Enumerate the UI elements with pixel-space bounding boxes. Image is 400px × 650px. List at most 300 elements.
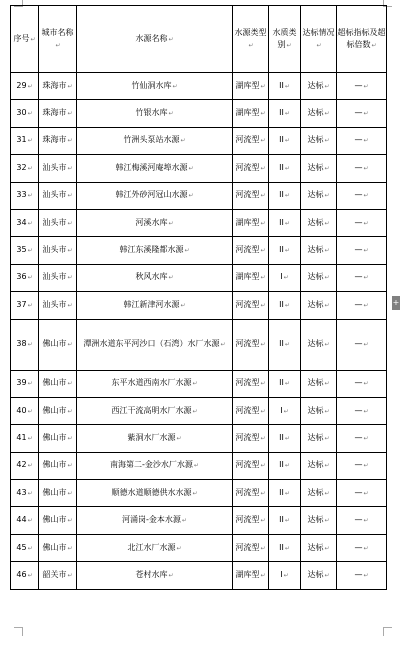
- cell-status-text: 达标: [307, 80, 324, 90]
- cell-status: [301, 562, 337, 589]
- table-row: [11, 507, 387, 534]
- cell-no-text: 33: [16, 190, 27, 200]
- cell-multiple: [337, 182, 387, 209]
- paragraph-mark: ↵: [67, 489, 73, 497]
- cell-quality-text: I: [280, 272, 283, 282]
- header-quality: 水质类别↵: [269, 6, 301, 73]
- cell-multiple-text: —: [354, 432, 363, 442]
- cell-no: [11, 397, 39, 424]
- paragraph-mark: ↵: [363, 462, 369, 470]
- paragraph-mark: ↵: [67, 137, 73, 145]
- cell-type-text: 河流型: [235, 190, 260, 200]
- cell-status-text: 达标: [307, 245, 324, 255]
- cell-type: [233, 182, 269, 209]
- cell-type-text: 河流型: [235, 299, 260, 309]
- cell-type: [233, 507, 269, 534]
- paragraph-mark: ↵: [260, 434, 266, 442]
- paragraph-mark: ↵: [363, 407, 369, 415]
- water-source-table: [10, 5, 387, 590]
- paragraph-mark: ↵: [363, 380, 369, 388]
- paragraph-mark: ↵: [260, 380, 266, 388]
- cell-source-name: [77, 425, 233, 452]
- cell-multiple-text: —: [354, 272, 363, 282]
- cell-type-text: 河流型: [235, 405, 260, 415]
- cell-source-name-text: 河溪水库: [135, 217, 168, 227]
- cell-no: [11, 155, 39, 182]
- cell-quality-text: I: [280, 405, 283, 415]
- table-row: [11, 452, 387, 479]
- cell-status-text: 达标: [307, 460, 324, 470]
- cell-city: [39, 319, 77, 370]
- cell-type: [233, 292, 269, 319]
- cell-multiple: [337, 292, 387, 319]
- paragraph-mark: ↵: [283, 274, 289, 282]
- cell-multiple-text: —: [354, 217, 363, 227]
- cell-no-text: 43: [16, 487, 27, 497]
- paragraph-mark: ↵: [67, 571, 73, 579]
- cell-multiple-text: —: [354, 378, 363, 388]
- paragraph-mark: ↵: [284, 82, 290, 90]
- paragraph-mark: ↵: [180, 137, 186, 145]
- cell-status-text: 达标: [307, 299, 324, 309]
- cell-type-text: 湖库型: [235, 80, 260, 90]
- cell-no: [11, 73, 39, 100]
- cell-quality-text: II: [279, 135, 284, 145]
- paragraph-mark: ↵: [27, 571, 33, 579]
- cell-quality-text: II: [279, 515, 284, 525]
- cell-multiple: [337, 237, 387, 264]
- paragraph-mark: ↵: [324, 434, 330, 442]
- cell-status-text: 达标: [307, 515, 324, 525]
- table-row: [11, 73, 387, 100]
- sidebar-expand-handle[interactable]: +: [392, 296, 400, 310]
- table-row: [11, 127, 387, 154]
- paragraph-mark: ↵: [260, 544, 266, 552]
- cell-multiple: [337, 562, 387, 589]
- cell-no: [11, 452, 39, 479]
- page-corner-mark: [14, 627, 23, 636]
- paragraph-mark: ↵: [260, 407, 266, 415]
- paragraph-mark: ↵: [324, 137, 330, 145]
- cell-multiple: [337, 507, 387, 534]
- cell-status-text: 达标: [307, 378, 324, 388]
- cell-source-name-text: 潭洲水道东平河沙口（石湾）水厂水源: [83, 339, 220, 349]
- cell-status: [301, 127, 337, 154]
- cell-status: [301, 397, 337, 424]
- cell-source-name: [77, 319, 233, 370]
- table-row: [11, 319, 387, 370]
- cell-quality-text: II: [279, 108, 284, 118]
- cell-multiple-text: —: [354, 162, 363, 172]
- paragraph-mark: ↵: [284, 192, 290, 200]
- cell-multiple-text: —: [354, 542, 363, 552]
- cell-source-name-text: 紫洞水厂水源: [127, 432, 176, 442]
- cell-multiple: [337, 534, 387, 561]
- cell-quality: [269, 292, 301, 319]
- cell-city-text: 汕头市: [42, 217, 67, 227]
- cell-city-text: 佛山市: [42, 515, 67, 525]
- cell-quality-text: II: [279, 432, 284, 442]
- paragraph-mark: ↵: [324, 489, 330, 497]
- cell-type: [233, 100, 269, 127]
- cell-type-text: 河流型: [235, 135, 260, 145]
- cell-type: [233, 534, 269, 561]
- paragraph-mark: ↵: [27, 110, 33, 118]
- paragraph-mark: ↵: [27, 517, 33, 525]
- table-row: [11, 264, 387, 291]
- paragraph-mark: ↵: [67, 434, 73, 442]
- cell-no-text: 38: [16, 339, 27, 349]
- paragraph-mark: ↵: [176, 544, 182, 552]
- cell-type: [233, 397, 269, 424]
- cell-type-text: 湖库型: [235, 569, 260, 579]
- cell-city-text: 汕头市: [42, 272, 67, 282]
- cell-multiple-text: —: [354, 515, 363, 525]
- paragraph-mark: ↵: [260, 462, 266, 470]
- paragraph-mark: ↵: [27, 192, 33, 200]
- cell-no: [11, 292, 39, 319]
- cell-quality-text: II: [279, 487, 284, 497]
- cell-type: [233, 127, 269, 154]
- cell-quality: [269, 425, 301, 452]
- cell-source-name-text: 西江干流高明水厂水源: [111, 405, 192, 415]
- table-row: [11, 209, 387, 236]
- paragraph-mark: ↵: [363, 219, 369, 227]
- cell-source-name-text: 韩江东溪隆都水源: [119, 245, 184, 255]
- cell-status: [301, 507, 337, 534]
- cell-multiple-text: —: [354, 190, 363, 200]
- cell-status-text: 达标: [307, 487, 324, 497]
- cell-status: [301, 100, 337, 127]
- cell-source-name-text: 河涌岗-金本水源: [122, 515, 181, 525]
- cell-multiple-text: —: [354, 245, 363, 255]
- cell-city-text: 汕头市: [42, 245, 67, 255]
- cell-source-name: [77, 264, 233, 291]
- paragraph-mark: ↵: [324, 407, 330, 415]
- cell-source-name: [77, 292, 233, 319]
- cell-type-text: 湖库型: [235, 272, 260, 282]
- paragraph-mark: ↵: [284, 489, 290, 497]
- cell-source-name-text: 苍村水库: [135, 569, 168, 579]
- paragraph-mark: ↵: [27, 82, 33, 90]
- cell-city: [39, 370, 77, 397]
- cell-status: [301, 425, 337, 452]
- cell-city-text: 佛山市: [42, 432, 67, 442]
- cell-no: [11, 507, 39, 534]
- cell-city-text: 佛山市: [42, 339, 67, 349]
- cell-city-text: 珠海市: [42, 108, 67, 118]
- cell-no-text: 44: [16, 515, 27, 525]
- paragraph-mark: ↵: [363, 489, 369, 497]
- cell-no-text: 40: [16, 405, 27, 415]
- paragraph-mark: ↵: [284, 219, 290, 227]
- paragraph-mark: ↵: [27, 380, 33, 388]
- paragraph-mark: ↵: [324, 301, 330, 309]
- paragraph-mark: ↵: [324, 341, 330, 349]
- paragraph-mark: ↵: [324, 544, 330, 552]
- cell-status: [301, 209, 337, 236]
- cell-quality: [269, 534, 301, 561]
- cell-source-name-text: 东平水道西南水厂水源: [111, 378, 192, 388]
- paragraph-mark: ↵: [363, 247, 369, 255]
- paragraph-mark: ↵: [324, 380, 330, 388]
- paragraph-mark: ↵: [176, 434, 182, 442]
- cell-status: [301, 319, 337, 370]
- header-city: 城市名称↵: [39, 6, 77, 73]
- paragraph-mark: ↵: [283, 407, 289, 415]
- cell-quality-text: II: [279, 460, 284, 470]
- table-row: [11, 370, 387, 397]
- paragraph-mark: ↵: [324, 462, 330, 470]
- table-body: [11, 73, 387, 590]
- paragraph-mark: ↵: [27, 274, 33, 282]
- paragraph-mark: ↵: [363, 164, 369, 172]
- paragraph-mark: ↵: [220, 341, 226, 349]
- cell-type: [233, 264, 269, 291]
- cell-multiple: [337, 370, 387, 397]
- paragraph-mark: ↵: [27, 301, 33, 309]
- paragraph-mark: ↵: [260, 247, 266, 255]
- cell-no-text: 46: [16, 569, 27, 579]
- table-row: [11, 100, 387, 127]
- cell-source-name: [77, 370, 233, 397]
- cell-source-name-text: 竹洲头泵站水源: [123, 135, 180, 145]
- cell-city-text: 韶关市: [42, 569, 67, 579]
- paragraph-mark: ↵: [27, 247, 33, 255]
- cell-quality: [269, 73, 301, 100]
- cell-city: [39, 397, 77, 424]
- cell-type-text: 河流型: [235, 460, 260, 470]
- cell-source-name: [77, 452, 233, 479]
- cell-city-text: 汕头市: [42, 299, 67, 309]
- paragraph-mark: ↵: [363, 192, 369, 200]
- cell-source-name: [77, 155, 233, 182]
- cell-multiple: [337, 319, 387, 370]
- cell-quality-text: II: [279, 339, 284, 349]
- cell-type: [233, 425, 269, 452]
- paragraph-mark: ↵: [260, 82, 266, 90]
- header-status: 达标情况↵: [301, 6, 337, 73]
- paragraph-mark: ↵: [324, 164, 330, 172]
- cell-city: [39, 452, 77, 479]
- paragraph-mark: ↵: [67, 462, 73, 470]
- paragraph-mark: ↵: [180, 301, 186, 309]
- cell-status: [301, 452, 337, 479]
- paragraph-mark: ↵: [284, 462, 290, 470]
- paragraph-mark: ↵: [284, 544, 290, 552]
- cell-status-text: 达标: [307, 190, 324, 200]
- cell-type-text: 河流型: [235, 487, 260, 497]
- cell-type: [233, 370, 269, 397]
- cell-multiple: [337, 480, 387, 507]
- cell-status-text: 达标: [307, 135, 324, 145]
- paragraph-mark: ↵: [27, 164, 33, 172]
- cell-type-text: 湖库型: [235, 217, 260, 227]
- cell-source-name-text: 韩江新津河水源: [123, 299, 180, 309]
- paragraph-mark: ↵: [67, 341, 73, 349]
- paragraph-mark: ↵: [363, 82, 369, 90]
- paragraph-mark: ↵: [27, 219, 33, 227]
- cell-multiple: [337, 452, 387, 479]
- paragraph-mark: ↵: [260, 274, 266, 282]
- header-multiple: 超标指标及超标倍数↵: [337, 6, 387, 73]
- paragraph-mark: ↵: [67, 192, 73, 200]
- paragraph-mark: ↵: [168, 219, 174, 227]
- paragraph-mark: ↵: [67, 247, 73, 255]
- cell-no: [11, 100, 39, 127]
- cell-quality-text: I: [280, 569, 283, 579]
- cell-type-text: 河流型: [235, 339, 260, 349]
- paragraph-mark: ↵: [168, 110, 174, 118]
- cell-quality: [269, 507, 301, 534]
- cell-multiple-text: —: [354, 299, 363, 309]
- cell-status: [301, 292, 337, 319]
- cell-quality: [269, 562, 301, 589]
- cell-no-text: 45: [16, 542, 27, 552]
- cell-city-text: 珠海市: [42, 80, 67, 90]
- paragraph-mark: ↵: [324, 517, 330, 525]
- paragraph-mark: ↵: [324, 82, 330, 90]
- cell-city: [39, 425, 77, 452]
- cell-source-name: [77, 127, 233, 154]
- paragraph-mark: ↵: [363, 571, 369, 579]
- cell-source-name-text: 韩江外砂河冠山水源: [115, 190, 188, 200]
- cell-city: [39, 182, 77, 209]
- cell-multiple-text: —: [354, 460, 363, 470]
- cell-status-text: 达标: [307, 405, 324, 415]
- cell-multiple: [337, 209, 387, 236]
- paragraph-mark: ↵: [168, 571, 174, 579]
- cell-status-text: 达标: [307, 272, 324, 282]
- paragraph-mark: ↵: [324, 571, 330, 579]
- cell-quality: [269, 182, 301, 209]
- paragraph-mark: ↵: [67, 274, 73, 282]
- cell-quality-text: II: [279, 542, 284, 552]
- cell-city-text: 佛山市: [42, 405, 67, 415]
- paragraph-mark: ↵: [184, 247, 190, 255]
- paragraph-mark: ↵: [284, 164, 290, 172]
- cell-quality: [269, 452, 301, 479]
- cell-quality: [269, 397, 301, 424]
- paragraph-mark: ↵: [324, 192, 330, 200]
- paragraph-mark: ↵: [192, 380, 198, 388]
- table-row: [11, 155, 387, 182]
- paragraph-mark: ↵: [27, 137, 33, 145]
- cell-quality: [269, 264, 301, 291]
- paragraph-mark: ↵: [27, 407, 33, 415]
- cell-city-text: 佛山市: [42, 487, 67, 497]
- cell-city-text: 珠海市: [42, 135, 67, 145]
- paragraph-mark: ↵: [27, 434, 33, 442]
- paragraph-mark: ↵: [260, 301, 266, 309]
- cell-city: [39, 100, 77, 127]
- cell-city-text: 汕头市: [42, 162, 67, 172]
- paragraph-mark: ↵: [260, 192, 266, 200]
- cell-type: [233, 452, 269, 479]
- cell-city: [39, 292, 77, 319]
- cell-type: [233, 562, 269, 589]
- cell-quality: [269, 480, 301, 507]
- cell-multiple-text: —: [354, 569, 363, 579]
- cell-city: [39, 534, 77, 561]
- paragraph-mark: ↵: [260, 341, 266, 349]
- cell-multiple: [337, 127, 387, 154]
- cell-source-name: [77, 237, 233, 264]
- cell-status-text: 达标: [307, 217, 324, 227]
- cell-city-text: 佛山市: [42, 542, 67, 552]
- cell-source-name-text: 南海第二-金沙水厂水源: [110, 460, 193, 470]
- page-corner-mark: [383, 627, 392, 636]
- cell-type-text: 河流型: [235, 162, 260, 172]
- cell-type-text: 湖库型: [235, 108, 260, 118]
- cell-no-text: 42: [16, 460, 27, 470]
- cell-status-text: 达标: [307, 108, 324, 118]
- cell-no: [11, 182, 39, 209]
- cell-quality: [269, 319, 301, 370]
- paragraph-mark: ↵: [363, 137, 369, 145]
- cell-status: [301, 73, 337, 100]
- cell-no: [11, 370, 39, 397]
- paragraph-mark: ↵: [260, 517, 266, 525]
- cell-type: [233, 237, 269, 264]
- paragraph-mark: ↵: [324, 110, 330, 118]
- cell-source-name-text: 竹仙洞水库: [131, 80, 172, 90]
- paragraph-mark: ↵: [67, 544, 73, 552]
- paragraph-mark: ↵: [67, 82, 73, 90]
- cell-status-text: 达标: [307, 162, 324, 172]
- cell-city: [39, 562, 77, 589]
- cell-type-text: 河流型: [235, 542, 260, 552]
- cell-city-text: 佛山市: [42, 378, 67, 388]
- cell-no: [11, 534, 39, 561]
- cell-source-name-text: 韩江梅溪河庵埠水源: [115, 162, 188, 172]
- paragraph-mark: ↵: [27, 341, 33, 349]
- paragraph-mark: ↵: [363, 544, 369, 552]
- table-row: [11, 425, 387, 452]
- paragraph-mark: ↵: [193, 462, 199, 470]
- paragraph-mark: ↵: [188, 164, 194, 172]
- paragraph-mark: ↵: [363, 110, 369, 118]
- cell-type: [233, 73, 269, 100]
- cell-multiple: [337, 73, 387, 100]
- cell-quality: [269, 155, 301, 182]
- cell-multiple: [337, 100, 387, 127]
- table-row: [11, 292, 387, 319]
- cell-no: [11, 480, 39, 507]
- paragraph-mark: ↵: [168, 274, 174, 282]
- paragraph-mark: ↵: [260, 164, 266, 172]
- cell-city: [39, 73, 77, 100]
- cell-status: [301, 237, 337, 264]
- cell-city: [39, 127, 77, 154]
- cell-multiple-text: —: [354, 80, 363, 90]
- cell-type-text: 河流型: [235, 432, 260, 442]
- paragraph-mark: ↵: [283, 571, 289, 579]
- cell-status-text: 达标: [307, 432, 324, 442]
- cell-type-text: 河流型: [235, 378, 260, 388]
- cell-quality: [269, 209, 301, 236]
- cell-city-text: 汕头市: [42, 190, 67, 200]
- paragraph-mark: ↵: [188, 192, 194, 200]
- table-header-row: [11, 6, 387, 73]
- cell-no: [11, 319, 39, 370]
- cell-multiple-text: —: [354, 487, 363, 497]
- paragraph-mark: ↵: [260, 489, 266, 497]
- cell-status-text: 达标: [307, 542, 324, 552]
- paragraph-mark: ↵: [284, 341, 290, 349]
- cell-no: [11, 209, 39, 236]
- cell-city-text: 佛山市: [42, 460, 67, 470]
